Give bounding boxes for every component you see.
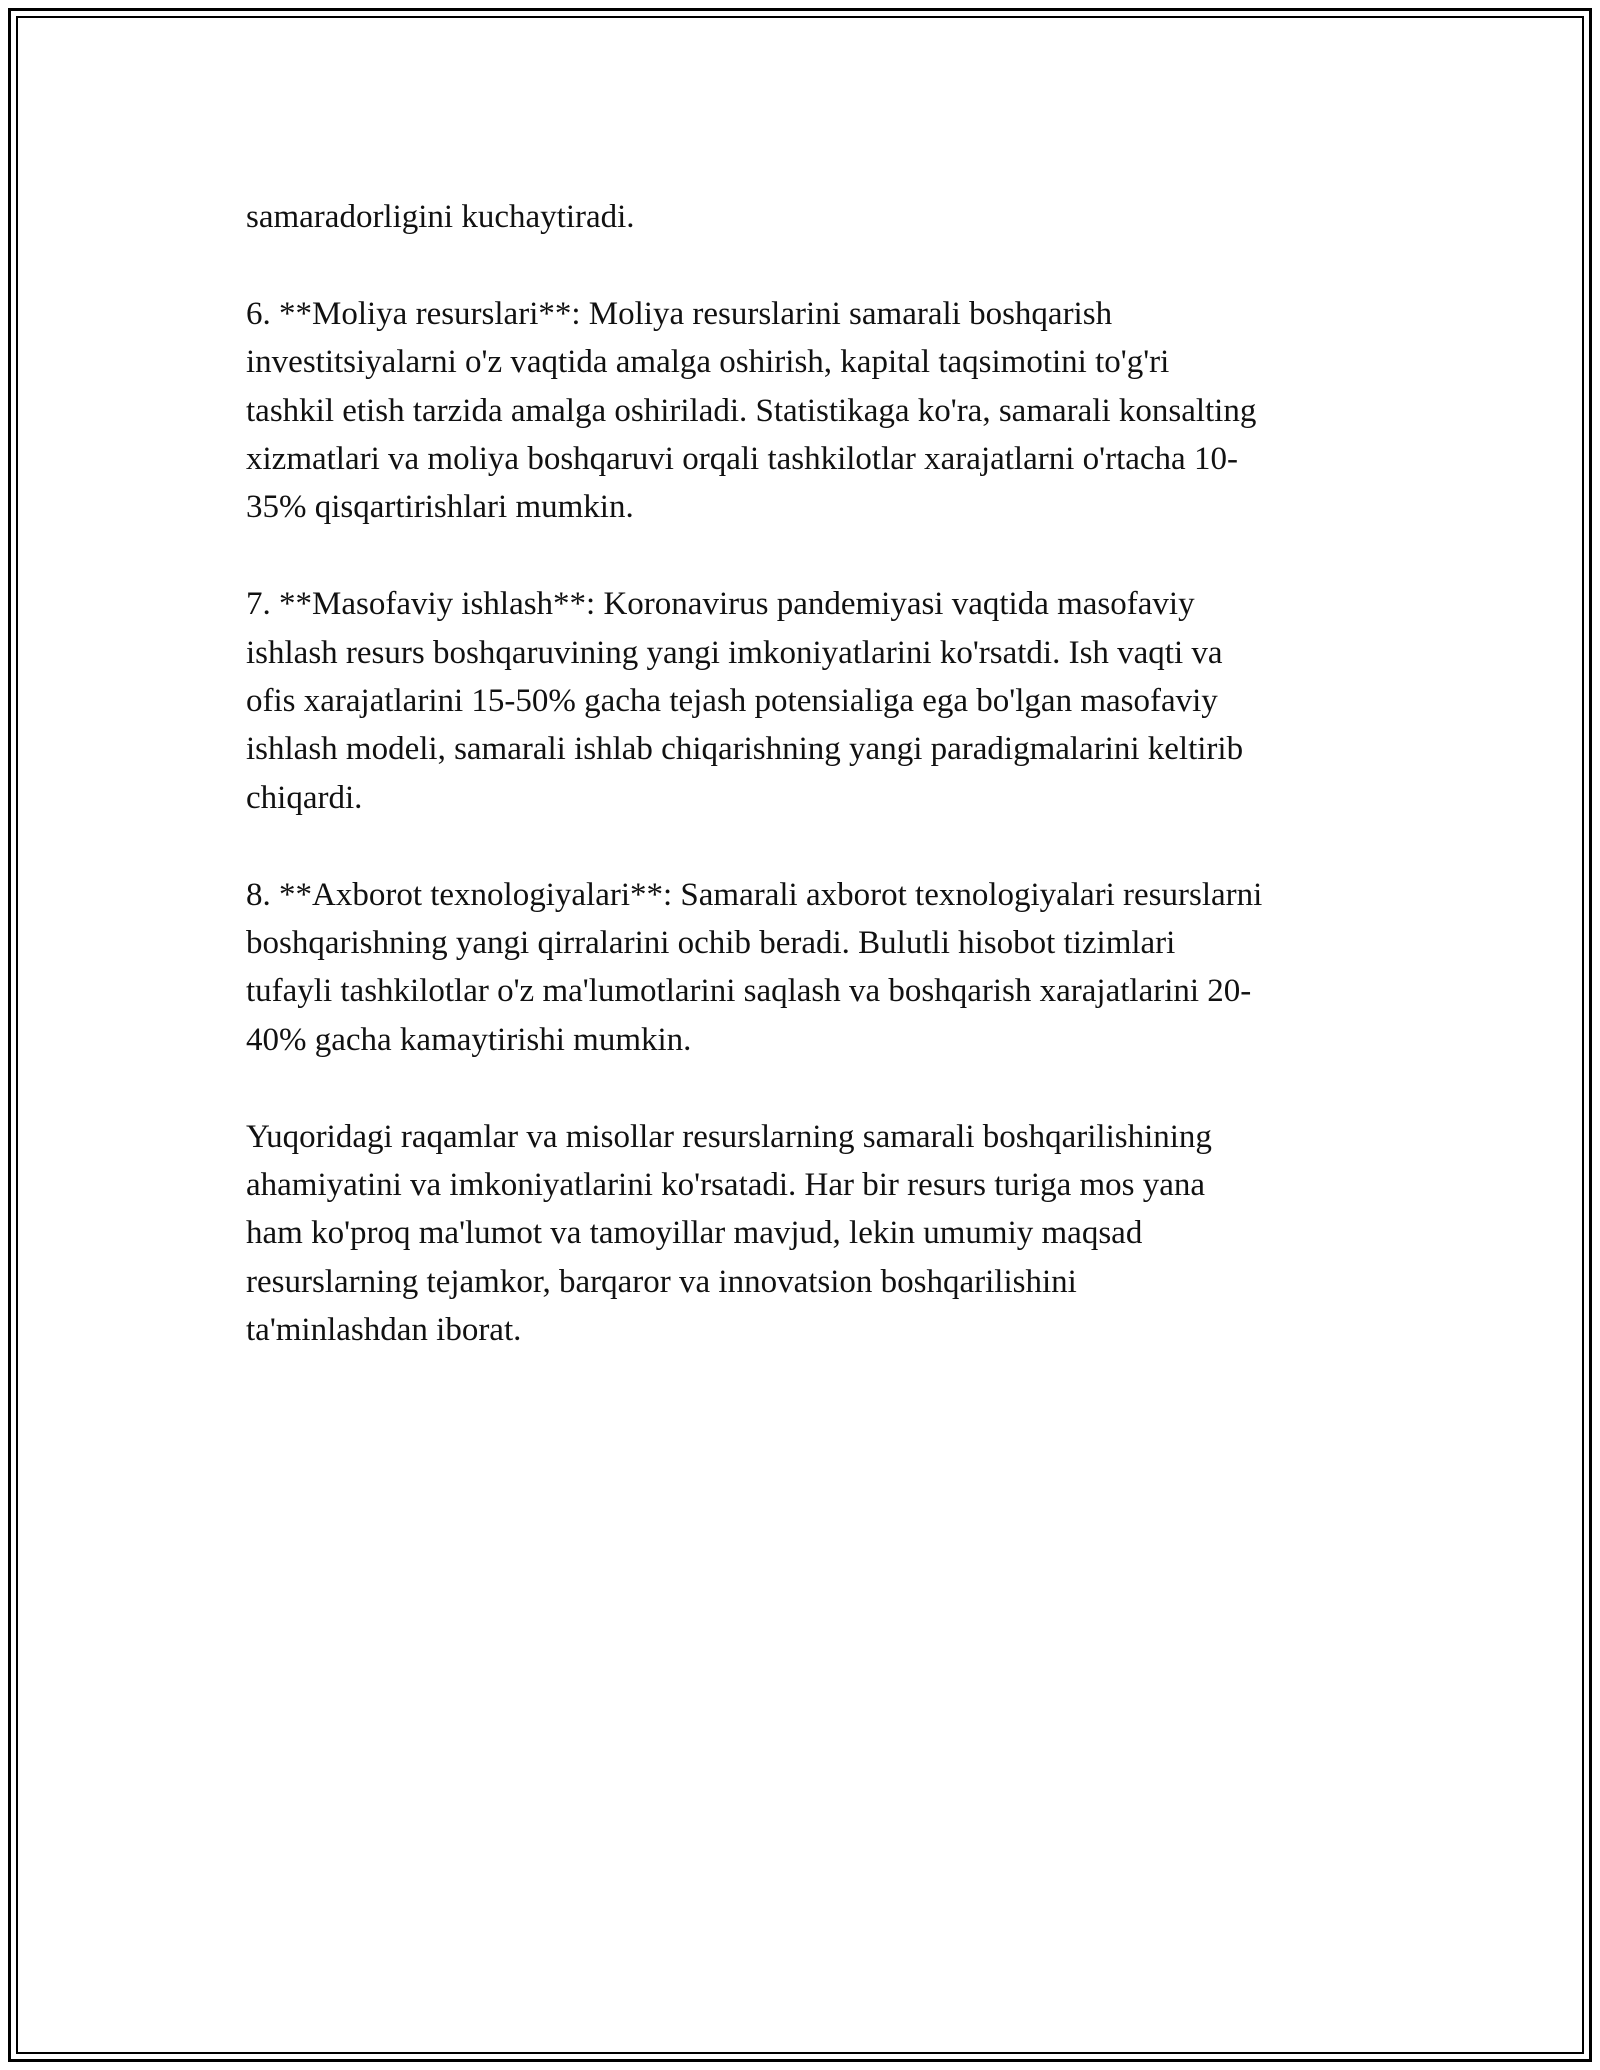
document-body — [246, 193, 1376, 1403]
paragraph-conclusion: Yuqoridagi raqamlar va misollar resurslarning samarali boshqarilishining ahamiyatini va imkoniyatlarini ko'rsatadi. Har bir resurs turiga mos yana ham ko'proq ma'lumot va tamoyillar mavjud, lekin umumiy maqsad resurslarning tejamkor, barqaror va innovatsion boshqarilishini ta'minlashdan iborat. — [246, 1118, 1212, 1349]
paragraph-moliya-resurslari: 6. **Moliya resurslari**: Moliya resurslarini samarali boshqarish investitsiyalarni o'z vaqtida amalga oshirish, kapital taqsimotini to'g'ri tashkil etish tarzida amalga oshiriladi. Statistikaga ko'ra, samarali konsalting xizmatlari va moliya boshqaruvi orqali tashkilotlar xarajatlarni o'rtacha 10- 35% qisqartirishlari mumkin. — [246, 295, 1257, 526]
paragraph-continuation: samaradorligini kuchaytiradi. — [246, 199, 635, 235]
page-frame — [8, 8, 1592, 2062]
paragraph-masofaviy-ishlash: 7. **Masofaviy ishlash**: Koronavirus pandemiyasi vaqtida masofaviy ishlash resurs boshqaruvining yangi imkoniyatlarini ko'rsatdi. Ish vaqti va ofis xarajatlarini 15-50% gacha tejash potensialiga ega bo'lgan masofaviy ishlash modeli, samarali ishlab chiqarishning yangi paradigmalarini keltirib chiqardi. — [246, 586, 1244, 816]
paragraph-axborot-texnologiyalari: 8. **Axborot texnologiyalari**: Samarali axborot texnologiyalari resurslarni boshqarishning yangi qirralarini ochib beradi. Bulutli hisobot tizimlari tufayli tashkilotlar o'z ma'lumotlarini saqlash va boshqarish xarajatlarini 20- 40% gacha kamaytirishi mumkin. — [246, 876, 1263, 1058]
